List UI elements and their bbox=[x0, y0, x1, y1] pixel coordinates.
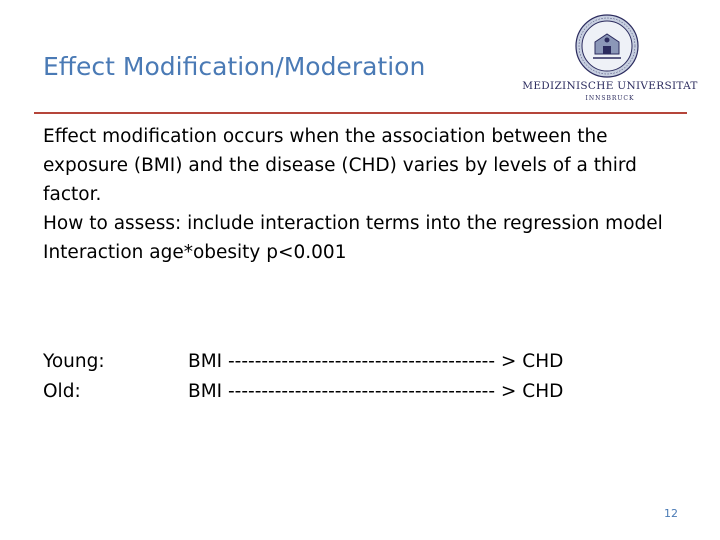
comparison-label: Young: bbox=[43, 351, 105, 372]
comparison-value: BMI ---------------------------------------- > CHD bbox=[188, 351, 564, 372]
logo-wordmark: MEDIZINISCHE UNIVERSITAT bbox=[522, 80, 698, 92]
comparison-row-young bbox=[43, 347, 683, 377]
paragraph-interaction: Interaction age*obesity p<0.001 bbox=[43, 242, 347, 263]
age-comparison bbox=[43, 347, 683, 407]
comparison-label: Old: bbox=[43, 381, 81, 402]
paragraph-assessment: How to assess: include interaction terms into the regression model bbox=[43, 213, 663, 234]
logo-city: INNSBRUCK bbox=[585, 95, 635, 102]
university-logo bbox=[520, 0, 700, 112]
page-number: 12 bbox=[664, 507, 678, 520]
title-divider bbox=[34, 112, 687, 114]
slide-body bbox=[43, 122, 683, 267]
paragraph-definition: Effect modification occurs when the association between the exposure (BMI) and the disease (CHD) varies by levels of a third factor. bbox=[43, 126, 637, 205]
university-seal-icon bbox=[575, 14, 639, 78]
slide-title: Effect Modification/Moderation bbox=[43, 52, 426, 81]
comparison-value: BMI ---------------------------------------- > CHD bbox=[188, 381, 564, 402]
comparison-row-old bbox=[43, 377, 683, 407]
